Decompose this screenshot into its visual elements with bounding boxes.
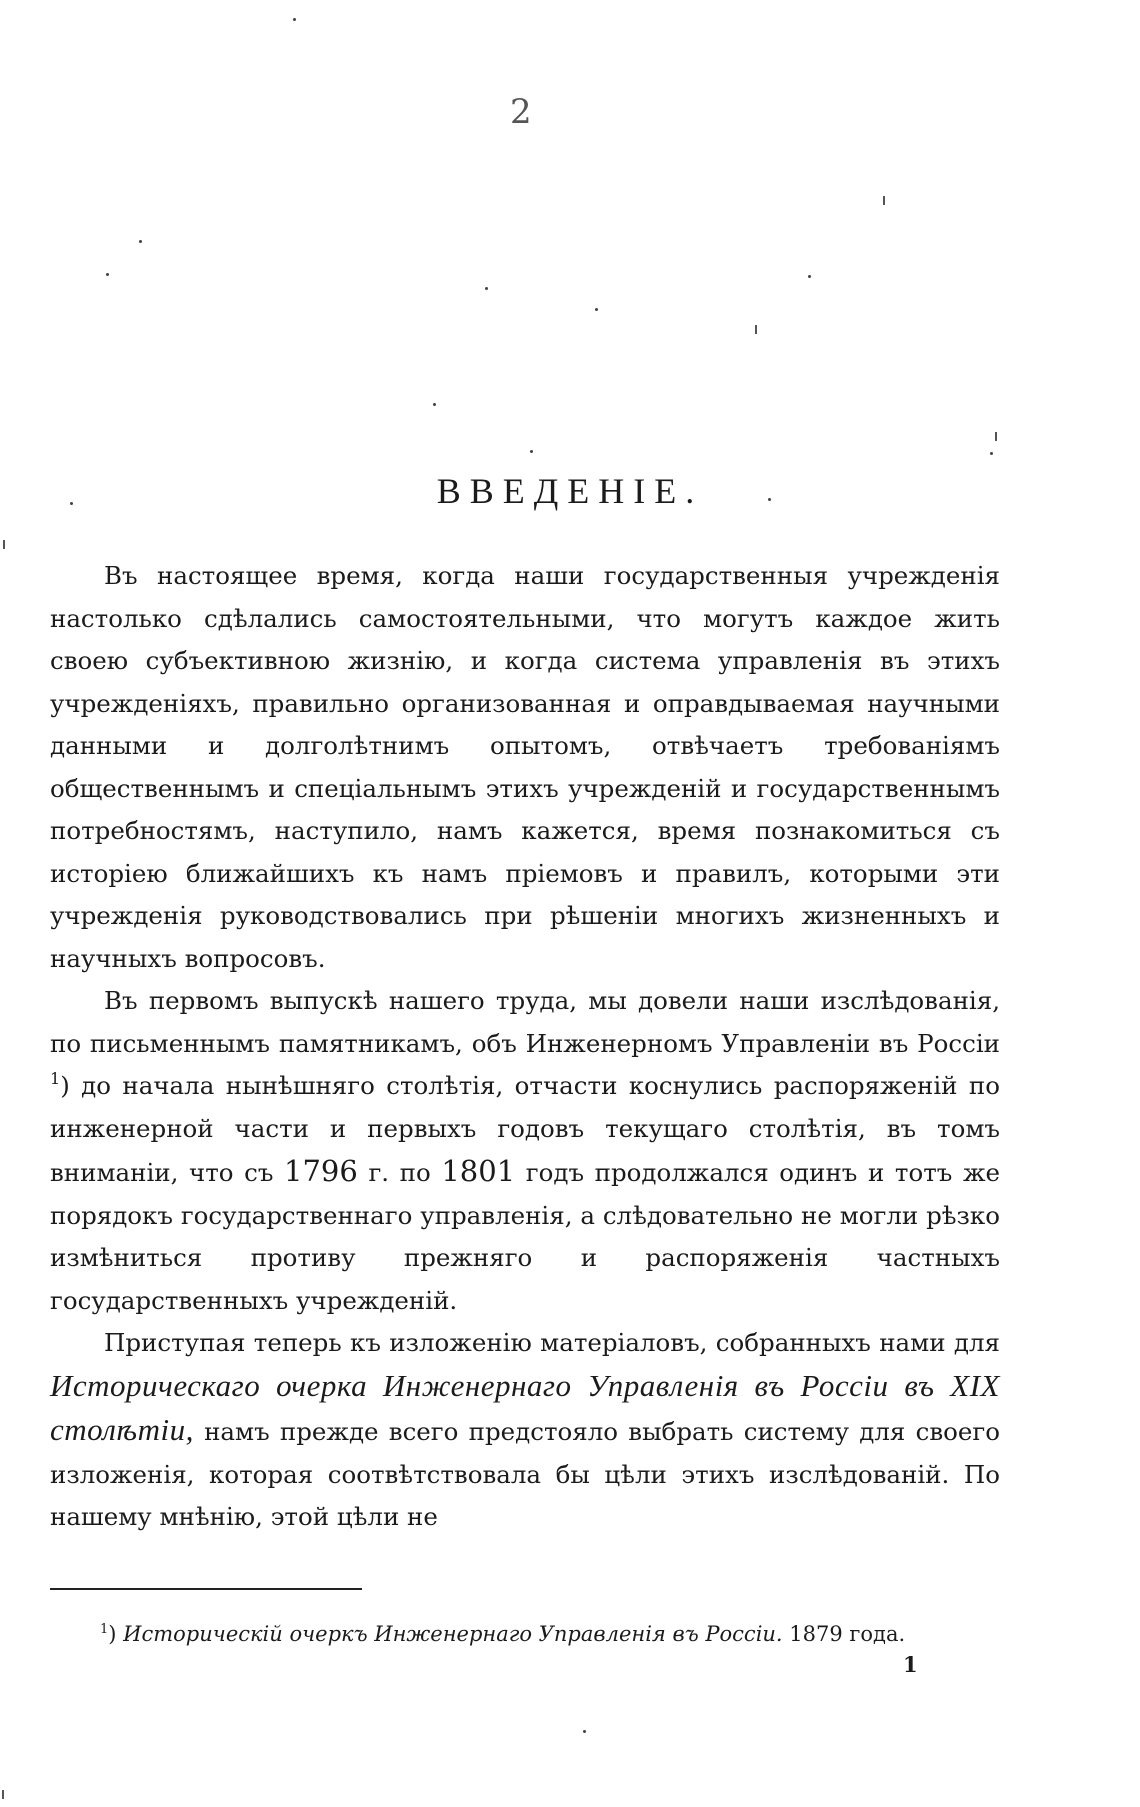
footnote-year: 1879 года. bbox=[789, 1622, 906, 1646]
scan-speck bbox=[485, 287, 488, 290]
scan-speck bbox=[293, 18, 296, 21]
scan-speck bbox=[768, 498, 771, 501]
footnote: $^1$) Историческій очеркъ Инженернаго Управленія въ Россіи. 1879 года. bbox=[100, 1622, 906, 1646]
footnote-title: Историческій очеркъ Инженернаго Управленія въ Россіи. bbox=[123, 1622, 783, 1646]
scan-speck bbox=[808, 275, 811, 278]
year-end: 1801 bbox=[441, 1154, 516, 1188]
page-mark: 2 bbox=[510, 92, 532, 132]
paragraph-2-text-d: годъ продолжался одинъ и тотъ же порядокъ государственнаго управленія, а слѣдовательно не могли рѣзко измѣниться противу прежняго и распоряженія частныхъ государственныхъ учрежденій. bbox=[50, 1158, 1000, 1315]
paragraph-2-text-a: Въ первомъ выпускѣ нашего труда, мы довели наши изслѣдованія, по письменнымъ памятникамъ, объ Инженерномъ Управленіи въ Россіи bbox=[50, 986, 1000, 1058]
scan-speck bbox=[530, 450, 533, 453]
year-start: 1796 bbox=[284, 1154, 358, 1188]
paragraph-2 bbox=[50, 980, 1000, 1322]
scan-speck bbox=[139, 240, 142, 243]
body-text bbox=[50, 555, 1000, 1539]
scan-speck bbox=[583, 1730, 586, 1733]
page-title: ВВЕДЕНІЕ. bbox=[436, 471, 704, 511]
paragraph-1: Въ настоящее время, когда наши государственныя учрежденія настолько сдѣлались самостоятельными, что могутъ каждое жить своею субъективною жизнію, и когда система управленія въ этихъ учрежденіяхъ, правильно организованная и оправдываемая научными данными и долголѣтнимъ опытомъ, отвѣчаетъ требованіямъ общественнымъ и спеціальнымъ этихъ учрежденій и государственнымъ потребностямъ, наступило, намъ кажется, время познакомиться съ исторіею ближайшихъ къ намъ пріемовъ и правилъ, которыми эти учрежденія руководствовались при рѣшеніи многихъ жизненныхъ и научныхъ вопросовъ. bbox=[50, 561, 1000, 973]
footnote-reference: 1 bbox=[50, 1069, 61, 1088]
paragraph-3-text-a: Приступая теперь къ изложенію матеріаловъ, собранныхъ нами для bbox=[104, 1328, 1000, 1357]
scan-mark bbox=[883, 196, 885, 205]
scan-mark bbox=[755, 325, 757, 334]
paragraph-3 bbox=[50, 1322, 1000, 1539]
scan-speck bbox=[106, 273, 109, 276]
scan-speck bbox=[70, 502, 73, 505]
paragraph-3-text-b: намъ прежде всего предстояло выбрать систему для своего изложенія, которая соотвѣтствовала бы цѣли этихъ изслѣдованій. По нашему мнѣнію, этой цѣли не bbox=[50, 1417, 1000, 1531]
paragraph-2-text-c: г. по bbox=[357, 1158, 442, 1187]
footnote-mark: 1 bbox=[100, 1622, 109, 1637]
scan-mark bbox=[3, 540, 5, 549]
scan-speck bbox=[595, 308, 598, 311]
book-title: Историческаго очерка Инженернаго Управленія въ Россіи въ XIX столѣтіи, bbox=[50, 1367, 1000, 1447]
folio-number: 1 bbox=[903, 1652, 918, 1677]
scan-mark bbox=[2, 1790, 4, 1799]
scan-mark bbox=[995, 432, 997, 441]
scan-speck bbox=[990, 452, 993, 455]
paragraph-2-text-b: ) до начала нынѣшняго столѣтія, отчасти коснулись распоряженій по инженерной части и первыхъ годовъ текущаго столѣтія, въ томъ вниманіи, что съ bbox=[50, 1071, 1000, 1187]
footnote-divider bbox=[50, 1588, 362, 1590]
scan-speck bbox=[433, 403, 436, 406]
